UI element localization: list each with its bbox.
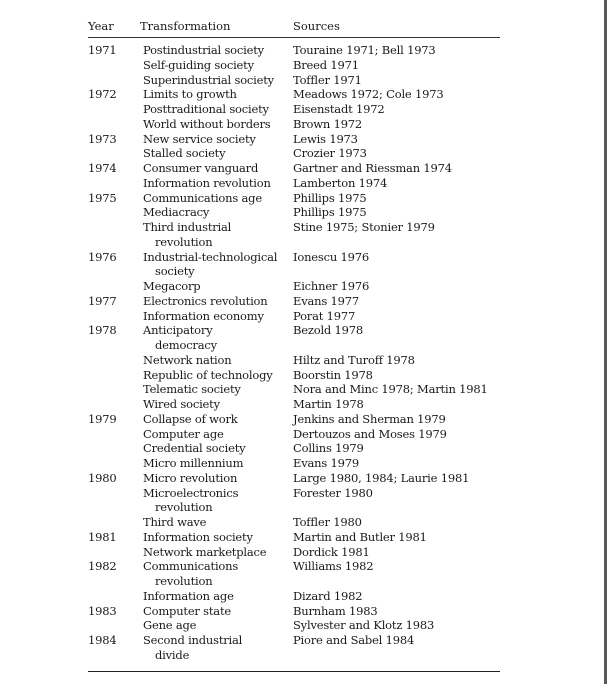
- cell-year: 1980: [88, 470, 117, 485]
- transformation-text: Computer age: [143, 426, 224, 441]
- table-row: [88, 87, 500, 102]
- transformation-continuation: divide: [155, 647, 190, 662]
- table-row: [88, 456, 500, 471]
- cell-transformation: [143, 132, 293, 147]
- table-row: [88, 486, 500, 516]
- cell-transformation: [143, 176, 293, 191]
- cell-transformation: [143, 323, 293, 353]
- cell-sources: Evans 1977: [293, 293, 359, 308]
- cell-transformation: [143, 87, 293, 102]
- cell-transformation: [143, 486, 293, 516]
- transformation-continuation: revolution: [155, 234, 213, 249]
- transformation-text: Stalled society: [143, 146, 226, 161]
- table-row: [88, 294, 500, 309]
- cell-transformation: [143, 427, 293, 442]
- transformation-text: Posttraditional society: [143, 102, 269, 116]
- transformation-text: Telematic society: [143, 382, 241, 397]
- cell-transformation: [143, 368, 293, 383]
- bottom-rule: [88, 671, 500, 672]
- table-row: [88, 441, 500, 456]
- table-row: [88, 323, 500, 353]
- table-row: [88, 515, 500, 530]
- transformation-continuation: revolution: [155, 574, 213, 588]
- transformation-text: Consumer vanguard: [143, 161, 259, 175]
- transformation-text: Third industrial: [143, 220, 232, 234]
- cell-sources: Lewis 1973: [293, 131, 358, 146]
- transformation-text: Information economy: [143, 308, 264, 323]
- table-row: [88, 132, 500, 147]
- table-row: [88, 309, 500, 324]
- table-row: [88, 471, 500, 486]
- cell-transformation: [143, 604, 293, 619]
- transformation-text: Second industrial: [143, 633, 243, 647]
- transformation-text: Republic of technology: [143, 367, 273, 382]
- cell-year: 1984: [88, 633, 117, 647]
- cell-transformation: [143, 559, 293, 589]
- cell-transformation: [143, 294, 293, 309]
- cell-transformation: [143, 471, 293, 486]
- table-row: [88, 205, 500, 220]
- cell-transformation: [143, 146, 293, 161]
- cell-sources: Martin 1978: [293, 397, 364, 411]
- cell-transformation: [143, 191, 293, 206]
- cell-sources: Boorstin 1978: [293, 367, 373, 382]
- cell-year: 1981: [88, 529, 117, 544]
- cell-sources: Ionescu 1976: [293, 249, 369, 264]
- cell-sources: Eichner 1976: [293, 279, 370, 293]
- table-row: [88, 559, 500, 589]
- header-rule: [88, 37, 500, 38]
- table-row: [88, 427, 500, 442]
- table-row: [88, 58, 500, 73]
- cell-transformation: [143, 161, 293, 176]
- cell-sources: Phillips 1975: [293, 190, 367, 205]
- transformation-text: Information age: [143, 588, 234, 603]
- cell-sources: Touraine 1971; Bell 1973: [293, 43, 436, 57]
- cell-sources: Bezold 1978: [293, 323, 364, 338]
- transformation-text: Network nation: [143, 352, 232, 367]
- cell-transformation: [143, 205, 293, 220]
- cell-transformation: [143, 117, 293, 132]
- transformation-continuation: democracy: [155, 338, 217, 352]
- transformation-text: Electronics revolution: [143, 293, 268, 308]
- table-row: [88, 412, 500, 427]
- cell-sources: Meadows 1972; Cole 1973: [293, 87, 444, 102]
- transformation-text: Postindustrial society: [143, 43, 264, 57]
- table-row: [88, 618, 500, 633]
- cell-transformation: [143, 43, 293, 58]
- cell-transformation: [143, 382, 293, 397]
- cell-sources: Toffler 1980: [293, 515, 362, 529]
- cell-sources: Gartner and Riessman 1974: [293, 161, 452, 175]
- transformation-text: Megacorp: [143, 279, 201, 293]
- transformation-text: Information society: [143, 529, 253, 544]
- cell-transformation: [143, 515, 293, 530]
- transformation-text: New service society: [143, 131, 256, 146]
- table-row: [88, 589, 500, 604]
- transformations-table: [88, 16, 500, 672]
- table-row: [88, 220, 500, 250]
- header-sources: Sources: [293, 19, 340, 33]
- table-row: [88, 545, 500, 560]
- header-transformation: Transformation: [140, 19, 231, 33]
- cell-year: 1978: [88, 323, 117, 338]
- cell-year: 1976: [88, 249, 117, 264]
- table-row: [88, 161, 500, 176]
- cell-transformation: [143, 441, 293, 456]
- transformation-text: Self-guiding society: [143, 57, 254, 72]
- table-header: [88, 16, 500, 36]
- transformation-text: World without borders: [143, 116, 271, 131]
- table-row: [88, 176, 500, 191]
- cell-year: 1973: [88, 131, 117, 146]
- cell-transformation: [143, 279, 293, 294]
- cell-sources: Crozier 1973: [293, 146, 367, 161]
- table-row: [88, 146, 500, 161]
- cell-transformation: [143, 530, 293, 545]
- cell-year: 1977: [88, 293, 117, 308]
- cell-year: 1974: [88, 161, 117, 175]
- transformation-continuation: society: [155, 264, 195, 279]
- cell-transformation: [143, 220, 293, 250]
- cell-transformation: [143, 73, 293, 88]
- table-row: [88, 633, 500, 663]
- table-body: [88, 43, 500, 663]
- cell-transformation: [143, 353, 293, 368]
- cell-transformation: [143, 618, 293, 633]
- cell-sources: Dizard 1982: [293, 588, 363, 603]
- cell-sources: Williams 1982: [293, 559, 374, 574]
- table-row: [88, 530, 500, 545]
- cell-year: 1983: [88, 603, 117, 618]
- cell-transformation: [143, 456, 293, 471]
- cell-transformation: [143, 250, 293, 280]
- transformation-text: Mediacracy: [143, 205, 210, 220]
- cell-sources: Piore and Sabel 1984: [293, 633, 415, 647]
- table-row: [88, 43, 500, 58]
- cell-transformation: [143, 58, 293, 73]
- table-row: [88, 102, 500, 117]
- transformation-text: Information revolution: [143, 175, 271, 190]
- transformation-text: Micro revolution: [143, 470, 238, 485]
- cell-transformation: [143, 309, 293, 324]
- cell-sources: Dertouzos and Moses 1979: [293, 426, 447, 441]
- cell-sources: Toffler 1971: [293, 72, 362, 87]
- cell-year: 1982: [88, 559, 117, 574]
- transformation-text: Network marketplace: [143, 544, 267, 559]
- cell-sources: Brown 1972: [293, 116, 363, 131]
- cell-sources: Forester 1980: [293, 485, 373, 500]
- cell-sources: Breed 1971: [293, 57, 359, 72]
- cell-year: 1971: [88, 43, 117, 57]
- cell-sources: Stine 1975; Stonier 1979: [293, 220, 435, 234]
- cell-year: 1975: [88, 190, 117, 205]
- cell-transformation: [143, 633, 293, 663]
- cell-sources: Large 1980, 1984; Laurie 1981: [293, 470, 470, 485]
- cell-sources: Porat 1977: [293, 308, 356, 323]
- cell-sources: Hiltz and Turoff 1978: [293, 352, 415, 367]
- table-row: [88, 382, 500, 397]
- transformation-text: Collapse of work: [143, 411, 238, 426]
- table-row: [88, 117, 500, 132]
- transformation-text: Computer state: [143, 603, 231, 618]
- table-row: [88, 604, 500, 619]
- header-year: Year: [88, 19, 114, 33]
- cell-transformation: [143, 102, 293, 117]
- cell-sources: Evans 1979: [293, 456, 359, 470]
- cell-sources: Lamberton 1974: [293, 175, 388, 190]
- table-row: [88, 73, 500, 88]
- cell-transformation: [143, 545, 293, 560]
- cell-sources: Collins 1979: [293, 441, 364, 456]
- cell-sources: Sylvester and Klotz 1983: [293, 618, 435, 633]
- cell-year: 1972: [88, 87, 117, 102]
- cell-sources: Eisenstadt 1972: [293, 102, 385, 116]
- transformation-text: Microelectronics: [143, 485, 239, 500]
- table-row: [88, 353, 500, 368]
- transformation-text: Third wave: [143, 515, 207, 529]
- cell-sources: Dordick 1981: [293, 544, 370, 559]
- table-row: [88, 397, 500, 412]
- transformation-text: Micro millennium: [143, 456, 244, 470]
- transformation-text: Anticipatory: [143, 323, 213, 338]
- transformation-text: Communications: [143, 559, 239, 574]
- transformation-text: Wired society: [143, 397, 220, 411]
- transformation-text: Industrial-technological: [143, 249, 278, 264]
- transformation-continuation: revolution: [155, 500, 213, 515]
- cell-sources: Nora and Minc 1978; Martin 1981: [293, 382, 488, 397]
- table-row: [88, 250, 500, 280]
- cell-year: 1979: [88, 411, 117, 426]
- cell-sources: Jenkins and Sherman 1979: [293, 411, 446, 426]
- cell-sources: Phillips 1975: [293, 205, 367, 220]
- transformation-text: Communications age: [143, 190, 262, 205]
- table-row: [88, 279, 500, 294]
- table-row: [88, 191, 500, 206]
- transformation-text: Gene age: [143, 618, 197, 633]
- transformation-text: Limits to growth: [143, 87, 237, 102]
- cell-transformation: [143, 397, 293, 412]
- transformation-text: Superindustrial society: [143, 72, 274, 87]
- table-row: [88, 368, 500, 383]
- cell-transformation: [143, 412, 293, 427]
- cell-sources: Martin and Butler 1981: [293, 529, 427, 544]
- transformation-text: Credential society: [143, 441, 246, 456]
- cell-transformation: [143, 589, 293, 604]
- cell-sources: Burnham 1983: [293, 603, 378, 618]
